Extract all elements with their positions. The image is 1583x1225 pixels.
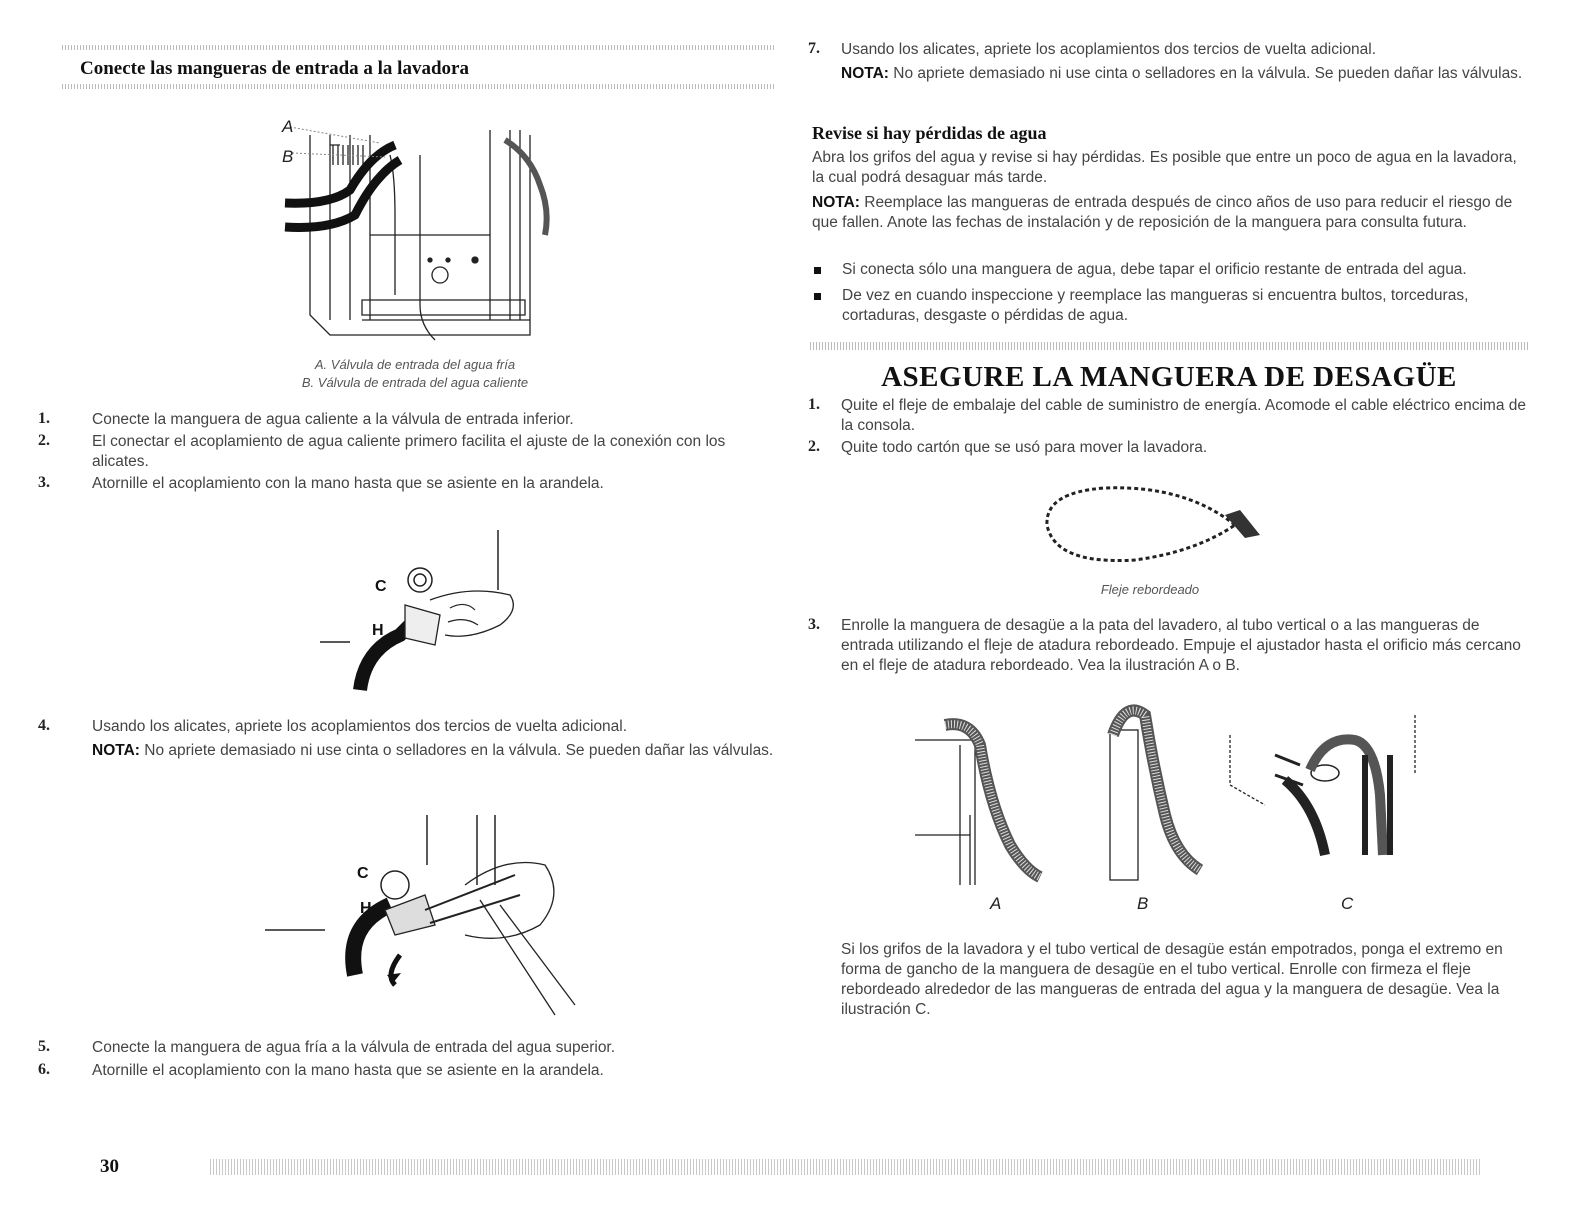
note-body: No apriete demasiado ni use cinta o selladores en la válvula. Se pueden dañar las válvulas. (888, 65, 1523, 82)
step-number: 2. (38, 432, 50, 449)
final-paragraph: Si los grifos de la lavadora y el tubo vertical de desagüe están empotrados, ponga el extremo en forma de gancho de la manguera de desagüe en el tubo vertical. Enrolle con firmeza el fleje rebordeado alrededor de las mangueras de entrada del agua y la manguera de desagüe. Vea la ilustración C. (841, 941, 1503, 1018)
step-number: 3. (38, 474, 50, 491)
hot-cold-label-h: H (372, 622, 384, 639)
valve-label-b: B (282, 147, 294, 166)
note-body: Reemplace las mangueras de entrada después de cinco años de uso para reducir el riesgo de que fallen. Anote las fechas de instalación y de reposición de la manguera para consulta futura. (812, 194, 1513, 231)
step-text: El conectar el acoplamiento de agua caliente primero facilita el ajuste de la conexión con los alicates. (92, 433, 726, 470)
step-number: 7. (808, 40, 820, 57)
step-text: Conecte la manguera de agua fría a la válvula de entrada del agua superior. (92, 1039, 616, 1056)
step-text: Enrolle la manguera de desagüe a la pata del lavadero, al tubo vertical o a las mangueras de entrada utilizando el fleje de atadura rebordeado. Empuje el ajustador hasta el orificio más cercano en el fleje de atadura rebordeado. Vea la ilustración A o B. (841, 617, 1521, 674)
steps-1-3-list (38, 410, 778, 494)
section-header-rule-bottom (62, 84, 776, 89)
step-text: Quite todo cartón que se usó para mover la lavadora. (841, 439, 1208, 456)
drain-hose-illustration-a (915, 715, 1065, 890)
step-text: Usando los alicates, apriete los acoplamientos dos tercios de vuelta adicional. (92, 718, 628, 735)
beaded-strap-illustration (1035, 480, 1265, 570)
note-label: NOTA: (92, 742, 140, 759)
step-4-block (38, 717, 778, 761)
drain-section-title: ASEGURE LA MANGUERA DE DESAGÜE (881, 361, 1457, 393)
drain-hose-illustration-b (1105, 705, 1215, 890)
note-label: NOTA: (812, 194, 860, 211)
illustration-label-b: B (1137, 894, 1149, 913)
section-title-inlet-hoses: Conecte las mangueras de entrada a la lavadora (80, 58, 469, 79)
figure1-caption-b: B. Válvula de entrada del agua caliente (301, 375, 529, 390)
strap-caption: Fleje rebordeado (1100, 582, 1200, 597)
step-number: 2. (808, 438, 820, 455)
bullet-icon (814, 267, 821, 274)
bullet-icon (814, 293, 821, 300)
hot-cold-label-c: C (375, 578, 387, 595)
note-label: NOTA: (841, 65, 889, 82)
bullet-text: Si conecta sólo una manguera de agua, debe tapar el orificio restante de entrada del agua. (842, 261, 1467, 278)
drain-steps-1-2-list (808, 396, 1528, 458)
hand-coupling-illustration (320, 530, 540, 700)
step-7-block (808, 40, 1528, 84)
list-item (38, 1061, 778, 1081)
list-item (808, 40, 1528, 60)
footer-rule (210, 1159, 1480, 1175)
step-text: Atornille el acoplamiento con la mano hasta que se asiente en la arandela. (92, 475, 604, 492)
note-body: No apriete demasiado ni use cinta o selladores en la válvula. Se pueden dañar las válvulas. (139, 742, 774, 759)
step-number: 3. (808, 616, 820, 633)
note-text (38, 741, 778, 761)
leaks-bullet-list (812, 260, 1527, 326)
washer-back-illustration (270, 115, 560, 365)
list-item (808, 616, 1528, 676)
step-text: Conecte la manguera de agua caliente a la válvula de entrada inferior. (92, 411, 574, 428)
leaks-paragraph: Abra los grifos del agua y revise si hay pérdidas. Es posible que entre un poco de agua en la lavadora, la cual podrá desaguar más tarde. (812, 149, 1517, 186)
step-number: 5. (38, 1038, 50, 1055)
hot-cold-label-c: C (357, 865, 369, 882)
leaks-title: Revise si hay pérdidas de agua (812, 123, 1047, 143)
drain-hose-illustration-c (1225, 715, 1425, 865)
leaks-note (812, 193, 1527, 233)
list-item (38, 1038, 778, 1058)
illustration-label-c: C (1341, 894, 1354, 913)
step-text: Atornille el acoplamiento con la mano hasta que se asiente en la arandela. (92, 1062, 604, 1079)
figure1-caption-a: A. Válvula de entrada del agua fría (314, 357, 516, 372)
step-number: 6. (38, 1061, 50, 1078)
list-item (808, 396, 1528, 436)
pliers-tightening-illustration (265, 815, 585, 1025)
step-number: 1. (808, 396, 820, 413)
list-item (812, 286, 1527, 326)
list-item (38, 474, 778, 494)
step-text: Usando los alicates, apriete los acoplamientos dos tercios de vuelta adicional. (841, 41, 1377, 58)
list-item (812, 260, 1527, 280)
steps-5-6-list (38, 1038, 778, 1081)
bullet-text: De vez en cuando inspeccione y reemplace las mangueras si encuentra bultos, torceduras, cortaduras, desgaste o pérdidas de agua. (842, 287, 1469, 324)
note-text (808, 64, 1528, 84)
section-divider (810, 342, 1528, 350)
page-number: 30 (100, 1156, 119, 1177)
step-number: 4. (38, 717, 50, 734)
list-item (38, 717, 778, 737)
hot-cold-label-h: H (360, 900, 372, 917)
list-item (38, 410, 778, 430)
list-item (38, 432, 778, 472)
valve-label-a: A (282, 117, 294, 136)
section-header-rule-top (62, 45, 776, 50)
step-text: Quite el fleje de embalaje del cable de suministro de energía. Acomode el cable eléctrico encima de la consola. (841, 397, 1526, 434)
illustration-label-a: A (990, 894, 1002, 913)
list-item (808, 438, 1528, 458)
step-number: 1. (38, 410, 50, 427)
drain-step-3-block (808, 616, 1528, 676)
